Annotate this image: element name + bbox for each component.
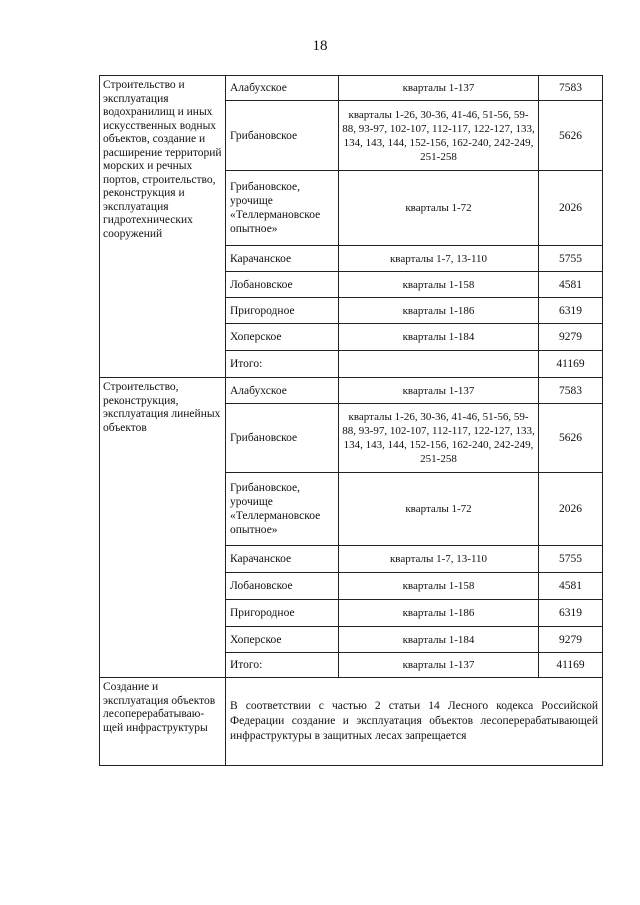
- area-cell: 4581: [539, 573, 603, 600]
- forest-use-table: [99, 75, 603, 766]
- area-cell: 4581: [539, 272, 603, 298]
- forest-cell: Хоперское: [226, 324, 339, 351]
- forest-cell: Лобановское: [226, 272, 339, 298]
- area-cell: 5755: [539, 246, 603, 272]
- quarters-cell: кварталы 1-7, 13-110: [339, 246, 539, 272]
- prohibition-note: [226, 678, 603, 766]
- table-row: [100, 76, 603, 101]
- quarters-cell: кварталы 1-184: [339, 627, 539, 653]
- forest-cell: Грибановское: [226, 404, 339, 473]
- area-cell: 41169: [539, 351, 603, 378]
- area-cell: 5626: [539, 404, 603, 473]
- quarters-cell: кварталы 1-137: [339, 653, 539, 678]
- table-row: [100, 378, 603, 404]
- prohibition-note-text: В соответствии с частью 2 статьи 14 Лесного кодекса Российской Федерации создание и эксплуатация объектов лесоперерабатывающей инфраструктуры в защитных лесах запрещается: [230, 700, 598, 742]
- quarters-cell: кварталы 1-158: [339, 272, 539, 298]
- purpose-cell: Создание и эксплуатация объектов лесоперерабатываю-щей инфраструктуры: [100, 678, 226, 766]
- area-cell: 6319: [539, 298, 603, 324]
- forest-cell: Итого:: [226, 653, 339, 678]
- forest-cell: Карачанское: [226, 546, 339, 573]
- forest-cell: Карачанское: [226, 246, 339, 272]
- area-cell: 6319: [539, 600, 603, 627]
- quarters-cell: [339, 351, 539, 378]
- purpose-cell: Строительство и эксплуатация водохранилищ и иных искусственных водных объектов, создание и расширение территорий морских и речных портов, строительство, реконструкция и эксплуатация гидротехнических сооружений: [100, 76, 226, 378]
- quarters-cell: кварталы 1-184: [339, 324, 539, 351]
- area-cell: 5755: [539, 546, 603, 573]
- area-cell: 5626: [539, 101, 603, 171]
- quarters-cell: кварталы 1-137: [339, 378, 539, 404]
- area-cell: 7583: [539, 76, 603, 101]
- forest-cell: Грибановское, урочище «Теллермановское опытное»: [226, 171, 339, 246]
- quarters-cell: кварталы 1-72: [339, 473, 539, 546]
- forest-cell: Итого:: [226, 351, 339, 378]
- area-cell: 41169: [539, 653, 603, 678]
- quarters-cell: кварталы 1-26, 30-36, 41-46, 51-56, 59-88, 93-97, 102-107, 112-117, 122-127, 133, 134, 143, 144, 152-156, 162-240, 242-249, 251-258: [339, 404, 539, 473]
- area-cell: 9279: [539, 324, 603, 351]
- forest-cell: Алабухское: [226, 378, 339, 404]
- forest-cell: Грибановское, урочище «Теллермановское опытное»: [226, 473, 339, 546]
- forest-cell: Пригородное: [226, 600, 339, 627]
- quarters-cell: кварталы 1-72: [339, 171, 539, 246]
- forest-cell: Пригородное: [226, 298, 339, 324]
- quarters-cell: кварталы 1-26, 30-36, 41-46, 51-56, 59-88, 93-97, 102-107, 112-117, 122-127, 133, 134, 143, 144, 152-156, 162-240, 242-249, 251-258: [339, 101, 539, 171]
- area-cell: 2026: [539, 171, 603, 246]
- quarters-cell: кварталы 1-137: [339, 76, 539, 101]
- forest-cell: Алабухское: [226, 76, 339, 101]
- forest-cell: Хоперское: [226, 627, 339, 653]
- area-cell: 2026: [539, 473, 603, 546]
- forest-cell: Лобановское: [226, 573, 339, 600]
- quarters-cell: кварталы 1-186: [339, 298, 539, 324]
- quarters-cell: кварталы 1-7, 13-110: [339, 546, 539, 573]
- table-row-prohibition: [100, 678, 603, 766]
- forest-cell: Грибановское: [226, 101, 339, 171]
- purpose-cell: Строительство, реконструкция, эксплуатация линейных объектов: [100, 378, 226, 678]
- quarters-cell: кварталы 1-158: [339, 573, 539, 600]
- quarters-cell: кварталы 1-186: [339, 600, 539, 627]
- area-cell: 7583: [539, 378, 603, 404]
- area-cell: 9279: [539, 627, 603, 653]
- page-number: 18: [312, 38, 328, 54]
